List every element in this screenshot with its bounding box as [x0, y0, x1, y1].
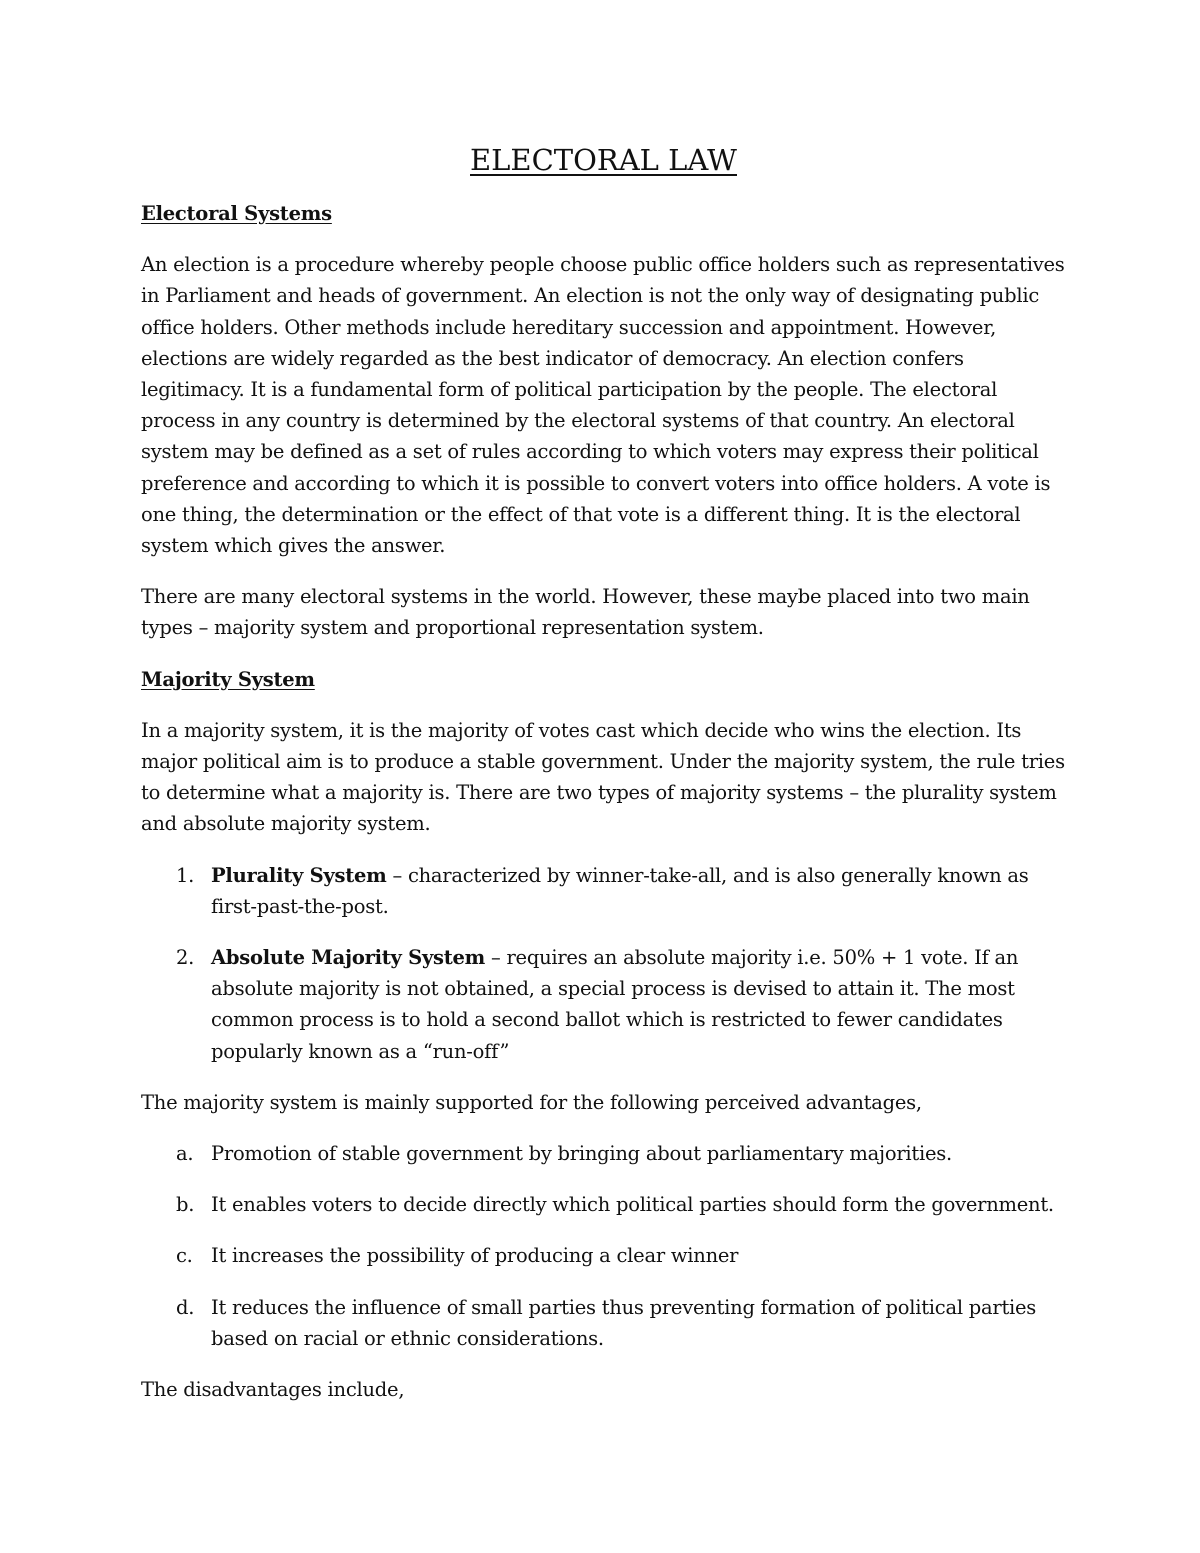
- list-marker: b.: [176, 1193, 195, 1217]
- list-item: [141, 1138, 1066, 1169]
- list-item-text: Promotion of stable government by bringing about parliamentary majorities.: [211, 1142, 952, 1166]
- paragraph-system-types: There are many electoral systems in the world. However, these maybe placed into two main types – majority system and proportional representation system.: [141, 585, 1030, 640]
- list-marker: 1.: [176, 863, 195, 887]
- advantages-list: [141, 1138, 1066, 1354]
- list-item-text: It increases the possibility of producing a clear winner: [211, 1244, 739, 1268]
- paragraph-majority-system: In a majority system, it is the majority of votes cast which decide who wins the election. Its major political aim is to produce a stable government. Under the majority system, the rule tries to determine what a majority is. There are two types of majority systems – the plurality system and absolute majority system.: [141, 718, 1065, 836]
- section-heading-electoral-systems: Electoral Systems: [141, 202, 332, 225]
- list-item: [141, 860, 1066, 922]
- section-heading-majority-system: Majority System: [141, 667, 315, 691]
- list-item: [141, 1189, 1066, 1220]
- list-marker: a.: [176, 1142, 194, 1166]
- paragraph-advantages-intro: The majority system is mainly supported for the following perceived advantages,: [141, 1090, 922, 1114]
- list-item: [141, 1292, 1066, 1354]
- list-item-term: Plurality System: [211, 863, 387, 887]
- paragraph-election-definition: An election is a procedure whereby people choose public office holders such as representatives in Parliament and heads of government. An election is not the only way of designating public office holders. Other methods include hereditary succession and appointment. However, elections are widely regarded as the best indicator of democracy. An election confers legitimacy. It is a fundamental form of political participation by the people. The electoral process in any country is determined by the electoral systems of that country. An electoral system may be defined as a set of rules according to which voters may express their political preference and according to which it is possible to convert voters into office holders. A vote is one thing, the determination or the effect of that vote is a different thing. It is the electoral system which gives the answer.: [141, 253, 1065, 558]
- document-page: [141, 140, 1066, 1425]
- majority-types-list: [141, 860, 1066, 1067]
- list-marker: 2.: [176, 946, 195, 970]
- document-title: ELECTORAL LAW: [470, 143, 737, 177]
- list-item: [141, 942, 1066, 1067]
- list-item-term: Absolute Majority System: [211, 946, 486, 970]
- list-item-text: It enables voters to decide directly which political parties should form the government.: [211, 1193, 1054, 1217]
- list-item-text: – characterized by winner-take-all, and is also generally known as first-past-the-post.: [211, 863, 1029, 918]
- list-item-text: It reduces the influence of small parties thus preventing formation of political parties based on racial or ethnic considerations.: [211, 1295, 1037, 1350]
- paragraph-disadvantages-intro: The disadvantages include,: [141, 1378, 405, 1402]
- list-marker: c.: [176, 1244, 193, 1268]
- list-item-text: – requires an absolute majority i.e. 50% + 1 vote. If an absolute majority is not obtained, a special process is devised to attain it. The most common process is to hold a second ballot which is restricted to fewer candidates popularly known as a “run-off”: [211, 946, 1019, 1063]
- list-item: [141, 1240, 1066, 1271]
- list-marker: d.: [176, 1295, 195, 1319]
